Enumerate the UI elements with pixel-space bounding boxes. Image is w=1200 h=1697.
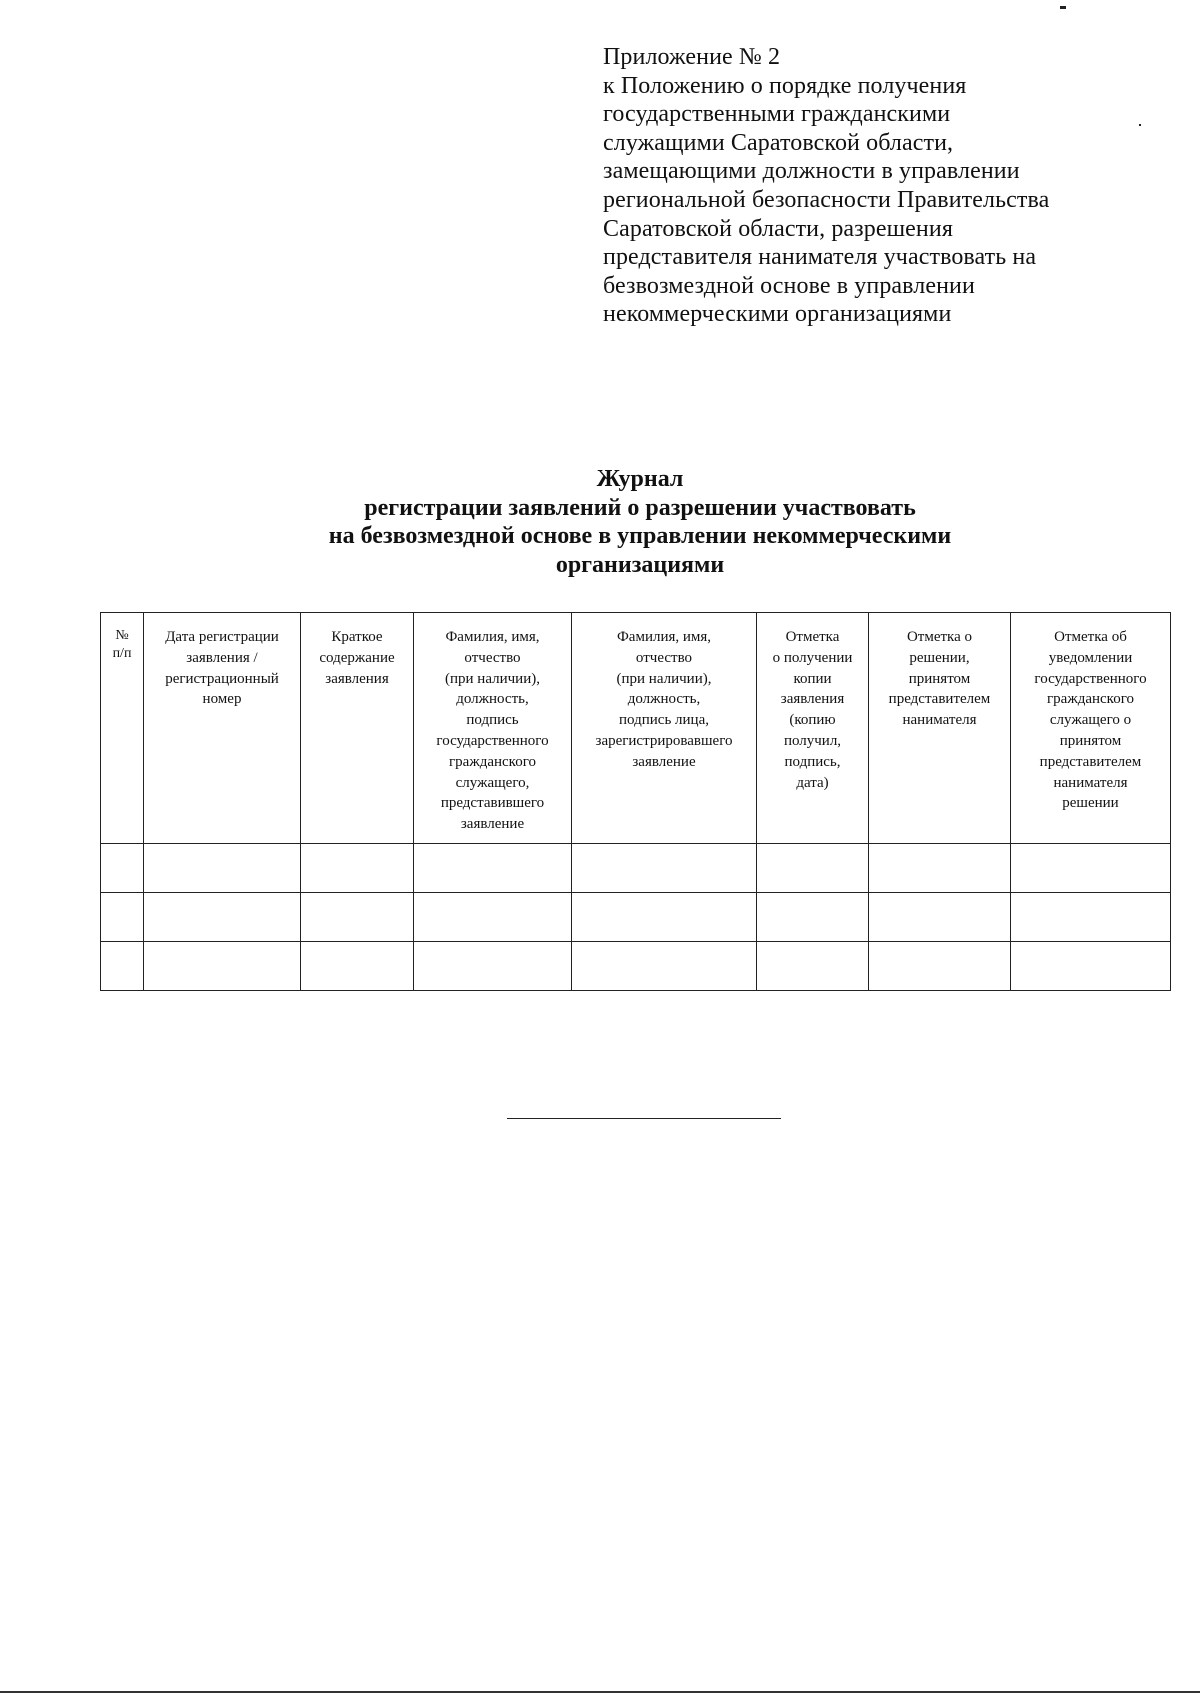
table-cell — [572, 892, 757, 941]
column-header-line: Фамилия, имя, — [616, 629, 712, 645]
appendix-line: Приложение № 2 — [603, 44, 781, 70]
column-header-line: служащего, — [455, 774, 530, 791]
table-body — [101, 843, 1171, 990]
column-header-line: отчество — [635, 649, 693, 666]
table-cell — [301, 892, 414, 941]
title-line: организациями — [555, 551, 725, 578]
appendix-line: представителя нанимателя участвовать на — [603, 244, 1037, 271]
appendix-line: замещающими должности в управлении — [603, 158, 1020, 185]
appendix-line: региональной безопасности Правительства — [603, 186, 1050, 213]
table-cell — [144, 941, 301, 990]
journal-title — [100, 465, 1180, 579]
column-header-line: представившего — [440, 795, 545, 812]
appendix-line: безвозмездной основе в управлении — [603, 272, 975, 299]
table-cell — [144, 843, 301, 892]
column-header-notification — [1011, 613, 1171, 844]
column-header-line: Отметка — [785, 629, 840, 645]
column-header-line: (при наличии), — [616, 670, 712, 687]
appendix-line: государственными гражданскими — [603, 101, 951, 128]
column-header-line: заявления — [325, 670, 389, 687]
column-header-line: представителем — [888, 691, 991, 708]
table-cell — [1011, 892, 1171, 941]
column-header-number — [101, 613, 144, 844]
column-header-line: зарегистрировавшего — [595, 732, 733, 749]
column-header-line: принятом — [1059, 732, 1122, 749]
column-header-line: о получении — [772, 649, 853, 666]
column-header-line: Краткое — [331, 629, 383, 645]
column-header-line: номер — [202, 691, 242, 708]
column-header-line: заявление — [632, 753, 696, 770]
title-line: Журнал — [596, 466, 684, 492]
column-header-line: дата) — [796, 774, 829, 791]
table-cell — [101, 843, 144, 892]
column-header-line: подпись, — [784, 753, 841, 770]
appendix-line: Саратовской области, разрешения — [603, 215, 953, 242]
column-header-line: подпись лица, — [619, 712, 709, 729]
table-row — [101, 843, 1171, 892]
column-header-line: должность, — [456, 691, 529, 708]
column-header-line: принятом — [908, 670, 971, 687]
appendix-line: служащими Саратовской области, — [603, 129, 954, 156]
column-header-line: государственного — [436, 732, 549, 749]
table-cell — [572, 843, 757, 892]
column-header-decision — [869, 613, 1011, 844]
appendix-reference — [603, 43, 1143, 329]
table-row — [101, 941, 1171, 990]
column-header-line: уведомлении — [1048, 649, 1133, 666]
column-header-line: заявления / — [186, 649, 258, 666]
table-cell — [869, 892, 1011, 941]
title-line: на безвозмездной основе в управлении некоммерческими — [328, 523, 952, 549]
column-header-registrar — [572, 613, 757, 844]
table-cell — [757, 843, 869, 892]
column-header-line: государственного — [1034, 670, 1147, 687]
column-header-line: (копию — [789, 712, 836, 729]
column-header-line: заявления — [780, 691, 845, 708]
table-cell — [414, 892, 572, 941]
table-cell — [1011, 843, 1171, 892]
appendix-line: к Положению о порядке получения — [603, 72, 967, 99]
table-cell — [757, 941, 869, 990]
table-cell — [414, 843, 572, 892]
column-header-line: подпись — [466, 712, 519, 729]
table-cell — [101, 892, 144, 941]
end-separator-line — [507, 1118, 781, 1119]
table-cell — [101, 941, 144, 990]
title-line: регистрации заявлений о разрешении участвовать — [364, 494, 916, 521]
column-header-line: представителем — [1039, 753, 1142, 770]
column-header-line: копии — [793, 670, 832, 687]
page-bottom-edge — [0, 1691, 1200, 1693]
column-header-line: нанимателя — [902, 712, 977, 729]
table-cell — [1011, 941, 1171, 990]
table-header-row — [101, 613, 1171, 844]
column-header-line: гражданского — [449, 753, 536, 770]
column-header-registration-date — [144, 613, 301, 844]
column-header-line: Фамилия, имя, — [445, 629, 540, 645]
table-cell — [301, 941, 414, 990]
column-header-line: решении — [1062, 795, 1119, 812]
column-header-line: № — [115, 628, 129, 643]
column-header-line: отчество — [464, 649, 521, 666]
column-header-copy-receipt — [757, 613, 869, 844]
table-cell — [301, 843, 414, 892]
column-header-line: решении, — [909, 649, 970, 666]
column-header-line: Дата регистрации — [165, 629, 279, 645]
column-header-line: должность, — [627, 691, 701, 708]
scan-speck — [1060, 6, 1066, 9]
scan-speck — [1139, 124, 1141, 126]
column-header-submitter — [414, 613, 572, 844]
table-cell — [144, 892, 301, 941]
appendix-line: некоммерческими организациями — [603, 301, 952, 328]
column-header-line: получил, — [783, 732, 842, 749]
column-header-summary — [301, 613, 414, 844]
column-header-line: Отметка об — [1054, 629, 1127, 645]
table-cell — [869, 843, 1011, 892]
column-header-line: служащего о — [1049, 712, 1132, 729]
column-header-line: гражданского — [1047, 691, 1134, 708]
column-header-line: п/п — [112, 646, 132, 661]
table-cell — [572, 941, 757, 990]
table-cell — [757, 892, 869, 941]
column-header-line: (при наличии), — [445, 670, 540, 687]
column-header-line: содержание — [319, 649, 395, 666]
column-header-line: Отметка о — [906, 629, 973, 645]
table-row — [101, 892, 1171, 941]
column-header-line: заявление — [460, 816, 525, 833]
table-cell — [869, 941, 1011, 990]
column-header-line: нанимателя — [1053, 774, 1128, 791]
column-header-line: регистрационный — [165, 670, 279, 687]
registration-journal-table — [100, 612, 1171, 991]
table-cell — [414, 941, 572, 990]
